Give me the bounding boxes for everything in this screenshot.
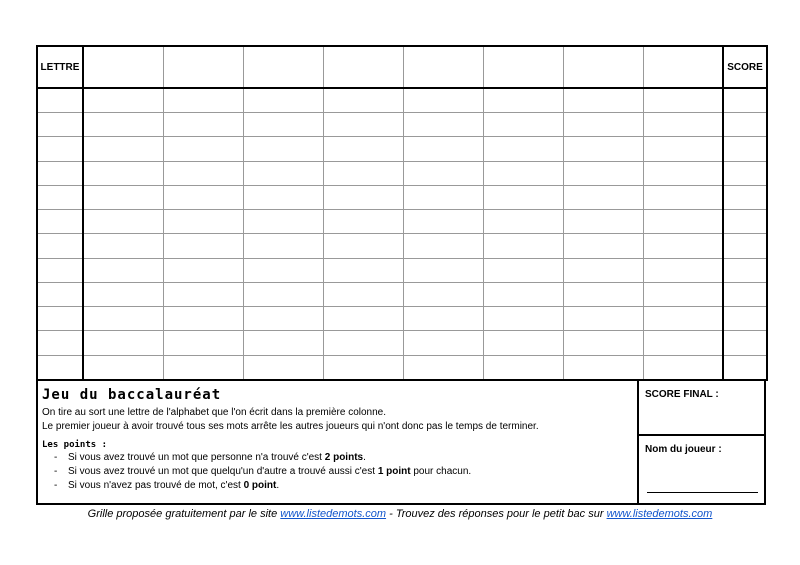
grid-row xyxy=(37,355,767,380)
answer-cell[interactable] xyxy=(483,161,563,185)
points-value: 1 point xyxy=(377,466,411,477)
answer-cell[interactable] xyxy=(563,161,643,185)
footer xyxy=(0,508,800,520)
score-cell[interactable] xyxy=(723,113,767,137)
answer-cell[interactable] xyxy=(243,282,323,306)
points-value: 0 point xyxy=(243,480,277,491)
answer-cell[interactable] xyxy=(323,258,403,282)
answer-cell[interactable] xyxy=(163,137,243,161)
letter-cell[interactable] xyxy=(37,185,83,209)
letter-cell[interactable] xyxy=(37,113,83,137)
answer-cell[interactable] xyxy=(563,331,643,355)
footer-link[interactable]: www.listedemots.com xyxy=(280,508,387,520)
answer-cell[interactable] xyxy=(403,185,483,209)
score-cell[interactable] xyxy=(723,161,767,185)
answer-cell[interactable] xyxy=(243,355,323,380)
score-cell[interactable] xyxy=(723,331,767,355)
letter-cell[interactable] xyxy=(37,137,83,161)
footer-link[interactable]: www.listedemots.com xyxy=(606,508,713,520)
answer-cell[interactable] xyxy=(643,161,723,185)
answer-cell[interactable] xyxy=(83,307,163,331)
answer-cell[interactable] xyxy=(243,234,323,258)
answer-cell[interactable] xyxy=(243,210,323,234)
answer-cell[interactable] xyxy=(643,355,723,380)
answer-cell[interactable] xyxy=(643,307,723,331)
letter-cell[interactable] xyxy=(37,258,83,282)
answer-cell[interactable] xyxy=(483,234,563,258)
points-text: . xyxy=(276,480,280,491)
score-cell[interactable] xyxy=(723,137,767,161)
answer-cell[interactable] xyxy=(83,113,163,137)
answer-cell[interactable] xyxy=(83,88,163,113)
points-text: Si vous avez trouvé un mot que quelqu'un d'autre a trouvé aussi c'est xyxy=(68,466,378,477)
footer-text: - Trouvez des réponses pour le petit bac sur xyxy=(386,508,607,520)
answer-cell[interactable] xyxy=(643,258,723,282)
points-item xyxy=(68,465,633,479)
answer-cell[interactable] xyxy=(83,161,163,185)
answer-cell[interactable] xyxy=(563,88,643,113)
answer-cell[interactable] xyxy=(163,113,243,137)
category-header[interactable] xyxy=(563,46,643,88)
answer-cell[interactable] xyxy=(83,282,163,306)
grid-row xyxy=(37,185,767,209)
score-cell[interactable] xyxy=(723,282,767,306)
answer-cell[interactable] xyxy=(403,355,483,380)
grid-row xyxy=(37,210,767,234)
answer-cell[interactable] xyxy=(163,282,243,306)
points-value: 2 points xyxy=(324,452,364,463)
answer-cell[interactable] xyxy=(323,137,403,161)
answer-cell[interactable] xyxy=(243,307,323,331)
category-header[interactable] xyxy=(163,46,243,88)
answer-cell[interactable] xyxy=(403,88,483,113)
answer-cell[interactable] xyxy=(643,88,723,113)
answer-cell[interactable] xyxy=(643,113,723,137)
score-cell[interactable] xyxy=(723,355,767,380)
answer-cell[interactable] xyxy=(403,234,483,258)
points-text: Si vous avez trouvé un mot que personne n'a trouvé c'est xyxy=(68,452,325,463)
answer-cell[interactable] xyxy=(563,282,643,306)
answer-cell[interactable] xyxy=(643,234,723,258)
answer-cell[interactable] xyxy=(163,185,243,209)
rules-title: Jeu du baccalauréat xyxy=(42,387,222,403)
answer-cell[interactable] xyxy=(563,234,643,258)
answer-cell[interactable] xyxy=(403,307,483,331)
grid-row xyxy=(37,331,767,355)
grid-row xyxy=(37,137,767,161)
rules-intro-2: Le premier joueur à avoir trouvé tous ses mots arrête les autres joueurs qui n'ont donc pas le temps de terminer. xyxy=(42,421,539,432)
answer-cell[interactable] xyxy=(83,210,163,234)
answer-cell[interactable] xyxy=(163,88,243,113)
score-cell[interactable] xyxy=(723,88,767,113)
score-final-box[interactable] xyxy=(639,381,764,436)
category-header[interactable] xyxy=(323,46,403,88)
answer-cell[interactable] xyxy=(163,258,243,282)
answer-cell[interactable] xyxy=(323,234,403,258)
points-text: . xyxy=(363,452,366,463)
score-cell[interactable] xyxy=(723,307,767,331)
answer-cell[interactable] xyxy=(563,258,643,282)
player-name-label: Nom du joueur : xyxy=(645,444,722,455)
answer-cell[interactable] xyxy=(563,113,643,137)
answer-cell[interactable] xyxy=(483,210,563,234)
category-header[interactable] xyxy=(483,46,563,88)
grid-row xyxy=(37,258,767,282)
answer-cell[interactable] xyxy=(83,258,163,282)
answer-cell[interactable] xyxy=(403,113,483,137)
grid-row xyxy=(37,234,767,258)
footer-text: Grille proposée gratuitement par le site xyxy=(87,508,281,520)
answer-cell[interactable] xyxy=(643,185,723,209)
answer-cell[interactable] xyxy=(483,355,563,380)
answer-cell[interactable] xyxy=(243,88,323,113)
answer-cell[interactable] xyxy=(323,185,403,209)
answer-cell[interactable] xyxy=(163,307,243,331)
answer-cell[interactable] xyxy=(403,137,483,161)
answer-cell[interactable] xyxy=(563,210,643,234)
rules-intro-1: On tire au sort une lettre de l'alphabet que l'on écrit dans la première colonne. xyxy=(42,407,387,418)
score-side-panel xyxy=(639,381,764,503)
answer-cell[interactable] xyxy=(163,355,243,380)
answer-cell[interactable] xyxy=(643,210,723,234)
answer-cell[interactable] xyxy=(483,282,563,306)
category-header[interactable] xyxy=(643,46,723,88)
answer-cell[interactable] xyxy=(243,185,323,209)
points-item xyxy=(68,479,633,493)
grid-row xyxy=(37,161,767,185)
score-cell[interactable] xyxy=(723,185,767,209)
grid-row xyxy=(37,88,767,113)
answer-cell[interactable] xyxy=(643,282,723,306)
score-column-header: SCORE xyxy=(723,46,767,88)
score-cell[interactable] xyxy=(723,258,767,282)
rules-panel xyxy=(38,381,639,503)
answer-cell[interactable] xyxy=(323,210,403,234)
grid-row xyxy=(37,307,767,331)
answer-cell[interactable] xyxy=(643,137,723,161)
category-header[interactable] xyxy=(403,46,483,88)
letter-cell[interactable] xyxy=(37,161,83,185)
answer-cell[interactable] xyxy=(403,210,483,234)
points-text: pour chacun. xyxy=(410,466,472,477)
answer-cell[interactable] xyxy=(643,331,723,355)
points-list xyxy=(42,451,633,493)
answer-cell[interactable] xyxy=(483,307,563,331)
answer-cell[interactable] xyxy=(83,234,163,258)
answer-cell[interactable] xyxy=(83,331,163,355)
answer-cell[interactable] xyxy=(483,88,563,113)
answer-cell[interactable] xyxy=(243,331,323,355)
answer-cell[interactable] xyxy=(163,210,243,234)
game-grid xyxy=(36,45,768,381)
answer-cell[interactable] xyxy=(323,161,403,185)
answer-cell[interactable] xyxy=(323,282,403,306)
answer-cell[interactable] xyxy=(563,355,643,380)
answer-cell[interactable] xyxy=(243,258,323,282)
bottom-panel xyxy=(36,381,766,505)
answer-cell[interactable] xyxy=(243,113,323,137)
answer-cell[interactable] xyxy=(563,137,643,161)
points-text: Si vous n'avez pas trouvé de mot, c'est xyxy=(68,480,244,491)
answer-cell[interactable] xyxy=(163,331,243,355)
answer-cell[interactable] xyxy=(483,331,563,355)
letter-cell[interactable] xyxy=(37,282,83,306)
score-cell[interactable] xyxy=(723,234,767,258)
answer-cell[interactable] xyxy=(563,185,643,209)
letter-column-header: LETTRE xyxy=(37,46,83,88)
grid-body xyxy=(37,88,767,380)
player-name-box[interactable] xyxy=(639,436,764,503)
letter-cell[interactable] xyxy=(37,88,83,113)
answer-cell[interactable] xyxy=(323,113,403,137)
answer-cell[interactable] xyxy=(483,137,563,161)
answer-cell[interactable] xyxy=(403,282,483,306)
letter-cell[interactable] xyxy=(37,331,83,355)
points-item xyxy=(68,451,633,465)
score-final-label: SCORE FINAL : xyxy=(645,389,719,400)
answer-cell[interactable] xyxy=(563,307,643,331)
letter-cell[interactable] xyxy=(37,307,83,331)
answer-cell[interactable] xyxy=(163,161,243,185)
points-title: Les points : xyxy=(42,440,108,450)
answer-cell[interactable] xyxy=(403,161,483,185)
answer-cell[interactable] xyxy=(483,258,563,282)
grid-row xyxy=(37,282,767,306)
answer-cell[interactable] xyxy=(483,113,563,137)
answer-cell[interactable] xyxy=(323,307,403,331)
answer-cell[interactable] xyxy=(483,185,563,209)
category-header[interactable] xyxy=(243,46,323,88)
answer-cell[interactable] xyxy=(83,185,163,209)
answer-cell[interactable] xyxy=(323,355,403,380)
letter-cell[interactable] xyxy=(37,355,83,380)
answer-cell[interactable] xyxy=(243,137,323,161)
answer-cell[interactable] xyxy=(163,234,243,258)
answer-cell[interactable] xyxy=(323,88,403,113)
category-header[interactable] xyxy=(83,46,163,88)
answer-cell[interactable] xyxy=(243,161,323,185)
player-name-line xyxy=(647,492,758,493)
score-cell[interactable] xyxy=(723,210,767,234)
grid-header-row xyxy=(37,46,767,88)
answer-cell[interactable] xyxy=(403,331,483,355)
answer-cell[interactable] xyxy=(403,258,483,282)
answer-cell[interactable] xyxy=(323,331,403,355)
letter-cell[interactable] xyxy=(37,234,83,258)
answer-cell[interactable] xyxy=(83,137,163,161)
answer-cell[interactable] xyxy=(83,355,163,380)
letter-cell[interactable] xyxy=(37,210,83,234)
grid-row xyxy=(37,113,767,137)
